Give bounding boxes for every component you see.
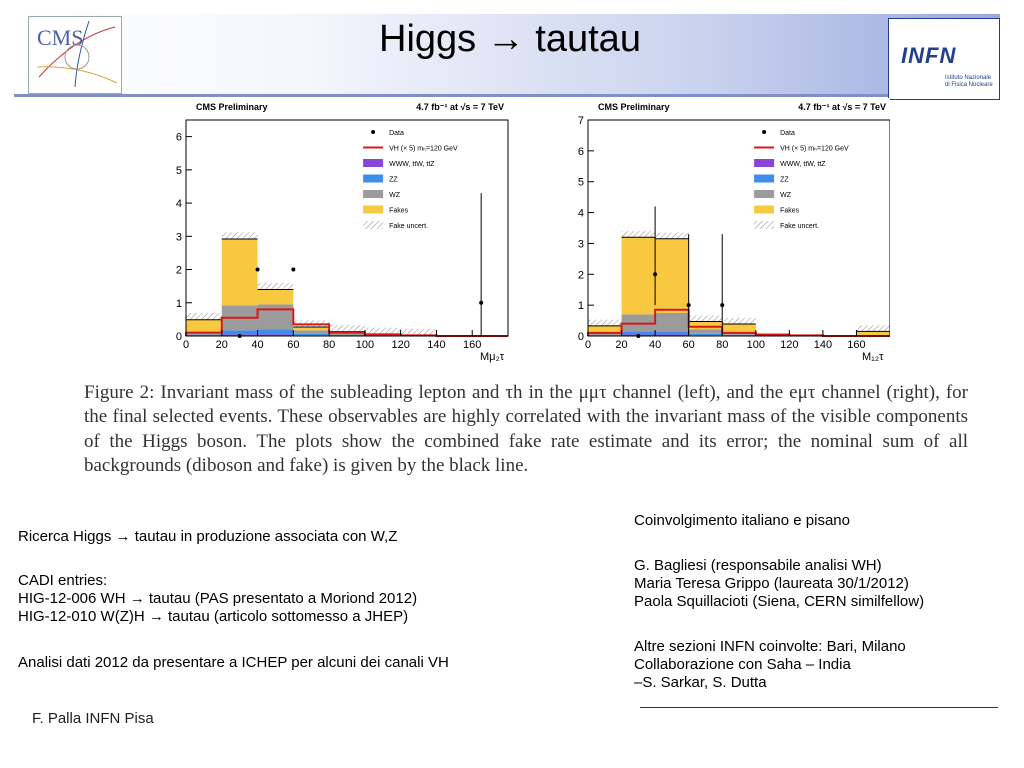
bar-zz-3	[689, 334, 723, 336]
legend-swatch-3	[754, 175, 774, 183]
data-point-3	[720, 303, 724, 307]
x-tick-label-4: 80	[716, 339, 729, 351]
analysis-note: Analisi dati 2012 da presentare a ICHEP per alcuni dei canali VH	[18, 654, 449, 671]
data-point-3	[479, 301, 483, 305]
x-tick-label-3: 60	[287, 339, 300, 351]
figure-caption: Figure 2: Invariant mass of the subleading lepton and τh in the μμτ channel (left), and the eμτ channel (right), for the final selected events. These observables are highly correlated with the invariant mass of the visible components of the Higgs boson. The plots show the combined fake rate estimate and its error; the nominal sum of all backgrounds (diboson and fake) is given by the black line.	[84, 382, 968, 476]
y-tick-label-4: 4	[175, 198, 182, 211]
y-tick-label-1: 1	[577, 300, 584, 313]
fake-uncert-band-1	[622, 231, 656, 237]
cms-logo-text: CMS	[37, 25, 84, 50]
fake-uncert-band-2	[655, 233, 689, 239]
legend-entry-4: WZ	[389, 192, 400, 199]
legend-entry-6: Fake uncert.	[389, 223, 429, 230]
plot-right-svg	[574, 98, 890, 370]
x-tick-label-0: 0	[182, 339, 190, 351]
y-tick-label-3: 3	[577, 238, 584, 251]
legend-entry-6: Fake uncert.	[780, 223, 820, 230]
data-point-1	[653, 272, 657, 276]
search-line: Ricerca Higgs → tautau in produzione associata con W,Z	[18, 528, 398, 545]
x-tick-label-2: 40	[648, 339, 662, 351]
y-tick-label-6: 6	[577, 145, 584, 158]
bar-zz-1	[622, 331, 656, 334]
bar-fakes-0	[186, 320, 222, 333]
bar-zz-2	[258, 329, 294, 334]
data-point-1	[256, 268, 260, 272]
x-axis-label: M₁₂τ	[862, 351, 884, 363]
legend-entry-3: ZZ	[389, 176, 398, 184]
x-tick-label-0: 0	[584, 339, 592, 351]
involvement-heading: Coinvolgimento italiano e pisano	[634, 512, 850, 529]
legend-swatch-5	[363, 206, 383, 214]
fake-uncert-band-3	[689, 315, 723, 321]
cadi-title: CADI entries:	[18, 572, 108, 589]
data-point-2	[687, 303, 691, 307]
cms-logo	[28, 16, 122, 94]
x-tick-label-7: 140	[813, 339, 833, 351]
x-tick-label-1: 20	[215, 339, 228, 351]
x-tick-label-4: 80	[322, 339, 336, 351]
bar-zz-1	[222, 330, 258, 334]
bar-wz-2	[258, 304, 294, 329]
x-tick-label-5: 100	[355, 339, 375, 351]
legend-swatch-2	[754, 159, 774, 167]
infn-logo-text: INFN	[901, 43, 957, 68]
x-tick-label-5: 100	[746, 339, 765, 351]
legend-entry-1: VH (× 5) mₕ=120 GeV	[389, 145, 458, 153]
legend-entry-0: Data	[780, 130, 795, 137]
plot-left	[168, 98, 510, 370]
y-tick-label-2: 2	[577, 269, 584, 282]
legend-entry-5: Fakes	[780, 207, 800, 215]
y-tick-label-0: 0	[175, 331, 182, 343]
footer-divider	[640, 707, 998, 708]
fake-uncert-band-0	[186, 313, 222, 320]
legend-entry-0: Data	[389, 130, 404, 137]
collaboration-names: –S. Sarkar, S. Dutta	[634, 674, 767, 691]
bar-fakes-3	[689, 321, 723, 329]
fake-uncert-band-4	[722, 318, 756, 324]
header-cms-preliminary: CMS Preliminary	[196, 102, 268, 112]
infn-logo	[888, 18, 1000, 100]
infn-sections: Altre sezioni INFN coinvolte: Bari, Milano	[634, 638, 906, 655]
bar-fakes-4	[722, 324, 756, 332]
x-tick-label-8: 160	[847, 339, 866, 351]
bar-fakes-1	[622, 237, 656, 314]
y-tick-label-2: 2	[175, 264, 182, 277]
x-tick-label-7: 140	[427, 339, 446, 351]
x-tick-label-2: 40	[251, 339, 264, 351]
bar-fakes-2	[258, 289, 294, 304]
legend-swatch-4	[363, 190, 383, 198]
bar-wz-2	[655, 313, 689, 332]
bar-wz-3	[293, 330, 329, 333]
header-divider	[14, 94, 1000, 97]
y-tick-label-5: 5	[577, 176, 584, 189]
y-tick-label-3: 3	[175, 231, 182, 244]
bar-zz-2	[655, 331, 689, 334]
y-tick-label-0: 0	[577, 331, 584, 343]
x-axis-label: Mμ₂τ	[480, 351, 505, 363]
x-tick-label-6: 120	[780, 339, 799, 351]
legend-entry-1: VH (× 5) mₕ=120 GeV	[780, 145, 849, 153]
y-tick-label-4: 4	[577, 207, 584, 220]
footer-author: F. Palla INFN Pisa	[32, 710, 154, 727]
bar-wz-3	[689, 329, 723, 334]
slide-title: Higgs → tautau	[379, 18, 641, 60]
x-tick-label-6: 120	[391, 339, 410, 351]
legend-swatch-fake-uncert	[754, 221, 774, 229]
x-tick-label-3: 60	[682, 339, 695, 351]
cadi-entry-1: HIG-12-006 WH → tautau (PAS presentato a Moriond 2012)	[18, 590, 418, 607]
legend-swatch-3	[363, 175, 383, 183]
fake-uncert-band-2	[258, 283, 294, 290]
bar-fakes-8	[856, 331, 890, 335]
cms-logo-tracks-icon	[29, 17, 121, 93]
legend-entry-2: WWW, ttW, ttZ	[389, 161, 435, 168]
left-column	[18, 528, 578, 672]
legend-swatch-2	[363, 159, 383, 167]
x-tick-label-8: 160	[463, 339, 482, 351]
legend-swatch-data	[371, 130, 375, 134]
bar-fakes-1	[222, 239, 258, 305]
right-column	[634, 512, 1004, 692]
y-tick-label-7: 7	[577, 115, 584, 127]
collaboration: Collaborazione con Saha – India	[634, 656, 851, 673]
bar-zz-3	[293, 334, 329, 336]
legend-swatch-4	[754, 190, 774, 198]
legend-swatch-fake-uncert	[363, 221, 383, 229]
person-2: Maria Teresa Grippo (laureata 30/1/2012)	[634, 575, 909, 592]
header-luminosity: 4.7 fb⁻¹ at √s = 7 TeV	[798, 102, 886, 112]
fake-uncert-band-0	[588, 320, 622, 326]
bar-fakes-2	[655, 239, 689, 313]
legend-swatch-5	[754, 206, 774, 214]
cadi-entry-2: HIG-12-010 W(Z)H → tautau (articolo sottomesso a JHEP)	[18, 608, 409, 625]
plot-left-svg	[168, 98, 510, 370]
legend-entry-3: ZZ	[780, 176, 789, 184]
legend-swatch-data	[762, 130, 766, 134]
person-1: G. Bagliesi (responsabile analisi WH)	[634, 557, 882, 574]
legend-entry-2: WWW, ttW, ttZ	[780, 161, 826, 168]
legend-entry-4: WZ	[780, 192, 791, 199]
plot-right	[574, 98, 890, 370]
y-tick-label-5: 5	[175, 164, 182, 177]
header-cms-preliminary: CMS Preliminary	[598, 102, 670, 112]
x-tick-label-1: 20	[615, 339, 628, 351]
person-3: Paola Squillacioti (Siena, CERN similfellow)	[634, 593, 925, 610]
header-luminosity: 4.7 fb⁻¹ at √s = 7 TeV	[416, 102, 504, 112]
data-point-2	[291, 268, 295, 272]
fake-uncert-band-4	[329, 325, 365, 332]
fake-uncert-band-8	[856, 325, 890, 331]
infn-logo-subtitle: Istituto Nazionale di Fisica Nucleare	[945, 75, 993, 88]
y-tick-label-6: 6	[175, 131, 182, 144]
fake-uncert-band-1	[222, 232, 258, 239]
legend-entry-5: Fakes	[389, 207, 409, 215]
y-tick-label-1: 1	[175, 297, 182, 310]
